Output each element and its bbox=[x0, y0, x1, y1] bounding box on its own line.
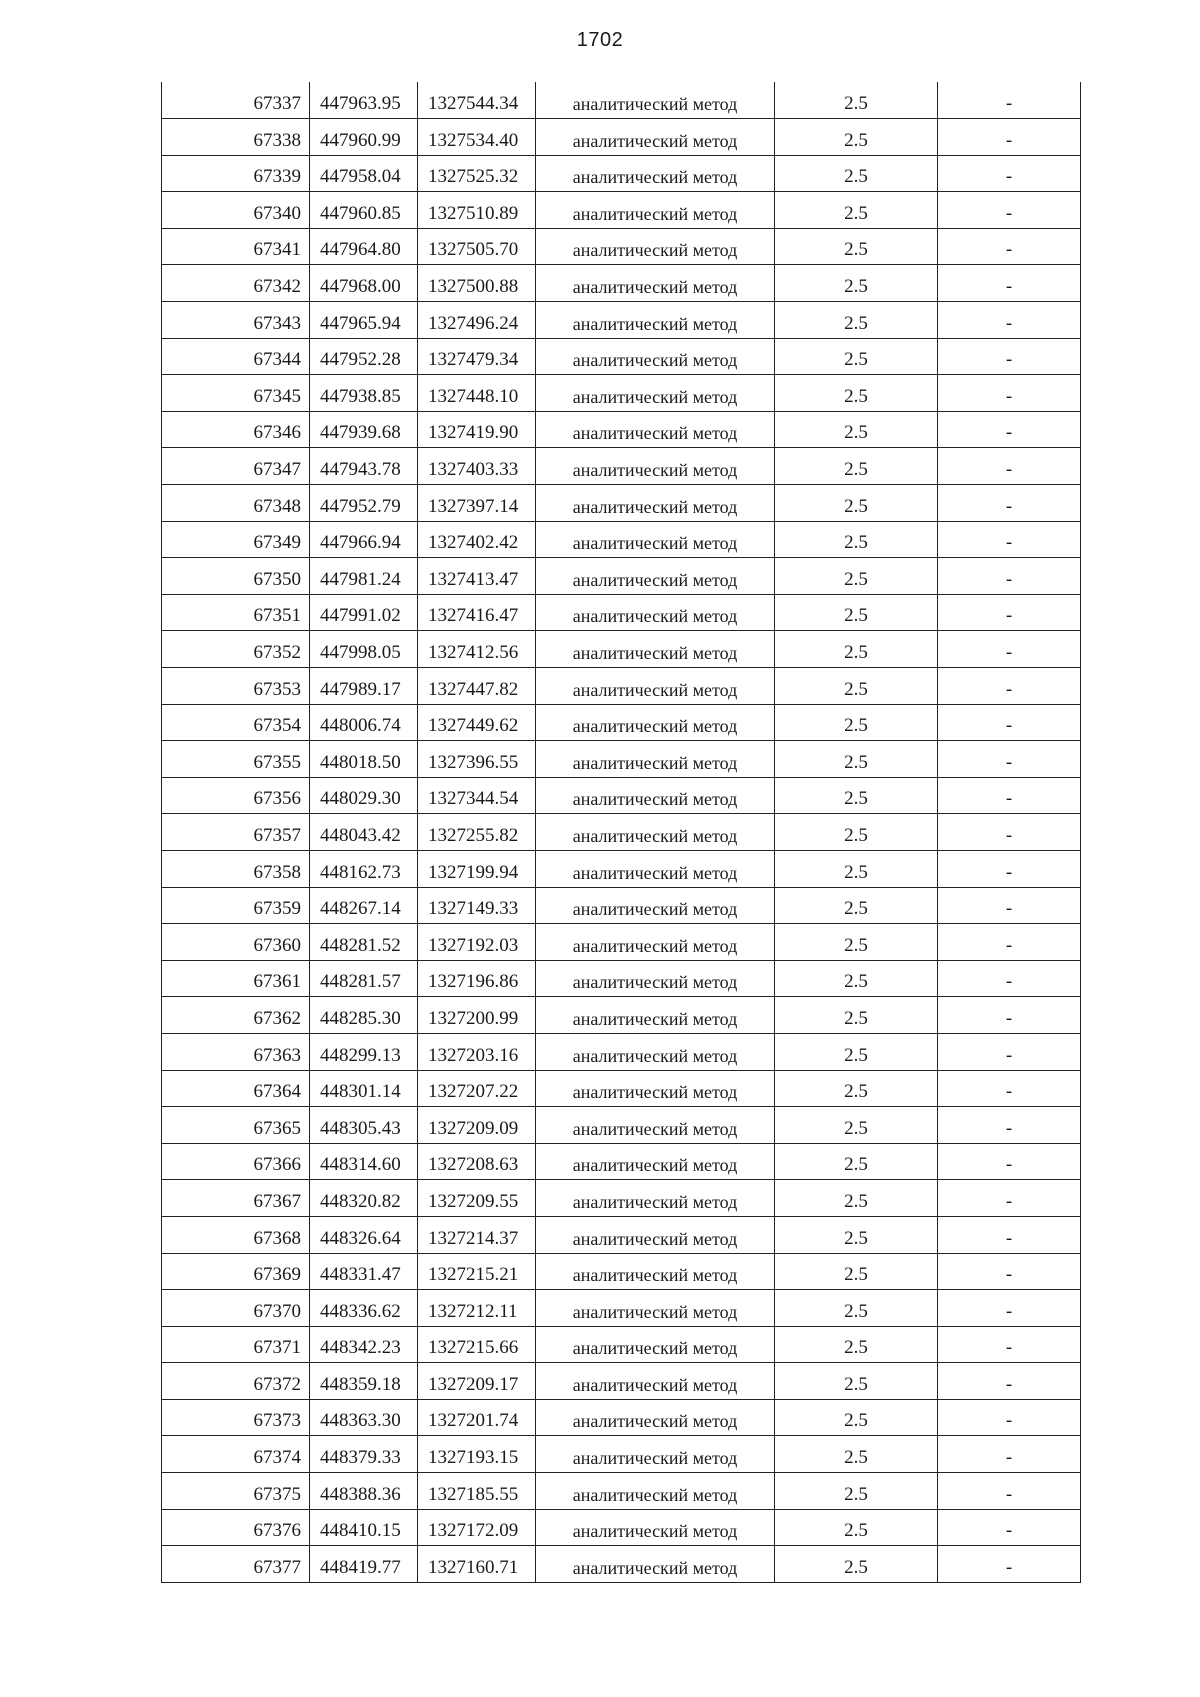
x-coordinate-cell: 448379.33 bbox=[310, 1436, 418, 1473]
y-coordinate-cell: 1327185.55 bbox=[418, 1473, 536, 1510]
x-coordinate-cell: 448314.60 bbox=[310, 1143, 418, 1180]
table-row bbox=[162, 1180, 1081, 1217]
method-cell: аналитический метод bbox=[536, 814, 775, 851]
method-cell: аналитический метод bbox=[536, 850, 775, 887]
note-cell: - bbox=[938, 338, 1081, 375]
accuracy-cell: 2.5 bbox=[775, 960, 938, 997]
note-cell: - bbox=[938, 558, 1081, 595]
note-cell: - bbox=[938, 1326, 1081, 1363]
method-cell: аналитический метод bbox=[536, 594, 775, 631]
x-coordinate-cell: 448331.47 bbox=[310, 1253, 418, 1290]
table-row bbox=[162, 1216, 1081, 1253]
method-cell: аналитический метод bbox=[536, 1070, 775, 1107]
method-cell: аналитический метод bbox=[536, 997, 775, 1034]
point-number-cell: 67364 bbox=[162, 1070, 310, 1107]
point-number-cell: 67374 bbox=[162, 1436, 310, 1473]
point-number-cell: 67368 bbox=[162, 1216, 310, 1253]
table-row bbox=[162, 924, 1081, 961]
table-row bbox=[162, 411, 1081, 448]
method-cell: аналитический метод bbox=[536, 960, 775, 997]
x-coordinate-cell: 448267.14 bbox=[310, 887, 418, 924]
point-number-cell: 67376 bbox=[162, 1509, 310, 1546]
point-number-cell: 67354 bbox=[162, 704, 310, 741]
method-cell: аналитический метод bbox=[536, 192, 775, 229]
y-coordinate-cell: 1327172.09 bbox=[418, 1509, 536, 1546]
table-row bbox=[162, 1326, 1081, 1363]
y-coordinate-cell: 1327525.32 bbox=[418, 155, 536, 192]
point-number-cell: 67337 bbox=[162, 82, 310, 119]
method-cell: аналитический метод bbox=[536, 228, 775, 265]
accuracy-cell: 2.5 bbox=[775, 1070, 938, 1107]
coordinates-table-wrapper bbox=[161, 82, 1080, 1583]
method-cell: аналитический метод bbox=[536, 82, 775, 119]
coordinates-table bbox=[161, 82, 1081, 1583]
method-cell: аналитический метод bbox=[536, 155, 775, 192]
note-cell: - bbox=[938, 960, 1081, 997]
y-coordinate-cell: 1327403.33 bbox=[418, 448, 536, 485]
method-cell: аналитический метод bbox=[536, 924, 775, 961]
x-coordinate-cell: 448029.30 bbox=[310, 777, 418, 814]
method-cell: аналитический метод bbox=[536, 338, 775, 375]
accuracy-cell: 2.5 bbox=[775, 1473, 938, 1510]
y-coordinate-cell: 1327413.47 bbox=[418, 558, 536, 595]
point-number-cell: 67352 bbox=[162, 631, 310, 668]
accuracy-cell: 2.5 bbox=[775, 485, 938, 522]
point-number-cell: 67366 bbox=[162, 1143, 310, 1180]
y-coordinate-cell: 1327214.37 bbox=[418, 1216, 536, 1253]
note-cell: - bbox=[938, 521, 1081, 558]
x-coordinate-cell: 448018.50 bbox=[310, 741, 418, 778]
accuracy-cell: 2.5 bbox=[775, 265, 938, 302]
method-cell: аналитический метод bbox=[536, 1436, 775, 1473]
table-row bbox=[162, 777, 1081, 814]
y-coordinate-cell: 1327416.47 bbox=[418, 594, 536, 631]
y-coordinate-cell: 1327160.71 bbox=[418, 1546, 536, 1583]
accuracy-cell: 2.5 bbox=[775, 558, 938, 595]
point-number-cell: 67344 bbox=[162, 338, 310, 375]
point-number-cell: 67341 bbox=[162, 228, 310, 265]
x-coordinate-cell: 447964.80 bbox=[310, 228, 418, 265]
accuracy-cell: 2.5 bbox=[775, 631, 938, 668]
accuracy-cell: 2.5 bbox=[775, 521, 938, 558]
table-row bbox=[162, 1509, 1081, 1546]
note-cell: - bbox=[938, 375, 1081, 412]
method-cell: аналитический метод bbox=[536, 1216, 775, 1253]
accuracy-cell: 2.5 bbox=[775, 1399, 938, 1436]
note-cell: - bbox=[938, 1509, 1081, 1546]
point-number-cell: 67342 bbox=[162, 265, 310, 302]
y-coordinate-cell: 1327449.62 bbox=[418, 704, 536, 741]
point-number-cell: 67358 bbox=[162, 850, 310, 887]
point-number-cell: 67353 bbox=[162, 668, 310, 705]
note-cell: - bbox=[938, 485, 1081, 522]
table-row bbox=[162, 1363, 1081, 1400]
point-number-cell: 67339 bbox=[162, 155, 310, 192]
note-cell: - bbox=[938, 1436, 1081, 1473]
method-cell: аналитический метод bbox=[536, 1180, 775, 1217]
y-coordinate-cell: 1327396.55 bbox=[418, 741, 536, 778]
x-coordinate-cell: 447965.94 bbox=[310, 302, 418, 339]
point-number-cell: 67365 bbox=[162, 1107, 310, 1144]
note-cell: - bbox=[938, 1363, 1081, 1400]
accuracy-cell: 2.5 bbox=[775, 741, 938, 778]
y-coordinate-cell: 1327200.99 bbox=[418, 997, 536, 1034]
accuracy-cell: 2.5 bbox=[775, 1363, 938, 1400]
note-cell: - bbox=[938, 1070, 1081, 1107]
x-coordinate-cell: 448363.30 bbox=[310, 1399, 418, 1436]
y-coordinate-cell: 1327412.56 bbox=[418, 631, 536, 668]
note-cell: - bbox=[938, 668, 1081, 705]
note-cell: - bbox=[938, 1107, 1081, 1144]
method-cell: аналитический метод bbox=[536, 1253, 775, 1290]
method-cell: аналитический метод bbox=[536, 119, 775, 156]
note-cell: - bbox=[938, 302, 1081, 339]
x-coordinate-cell: 448299.13 bbox=[310, 1033, 418, 1070]
note-cell: - bbox=[938, 631, 1081, 668]
table-row bbox=[162, 631, 1081, 668]
point-number-cell: 67359 bbox=[162, 887, 310, 924]
x-coordinate-cell: 448043.42 bbox=[310, 814, 418, 851]
y-coordinate-cell: 1327448.10 bbox=[418, 375, 536, 412]
point-number-cell: 67373 bbox=[162, 1399, 310, 1436]
x-coordinate-cell: 447981.24 bbox=[310, 558, 418, 595]
x-coordinate-cell: 448006.74 bbox=[310, 704, 418, 741]
table-row bbox=[162, 887, 1081, 924]
x-coordinate-cell: 448285.30 bbox=[310, 997, 418, 1034]
method-cell: аналитический метод bbox=[536, 375, 775, 412]
accuracy-cell: 2.5 bbox=[775, 302, 938, 339]
note-cell: - bbox=[938, 119, 1081, 156]
x-coordinate-cell: 448162.73 bbox=[310, 850, 418, 887]
method-cell: аналитический метод bbox=[536, 521, 775, 558]
table-row bbox=[162, 155, 1081, 192]
method-cell: аналитический метод bbox=[536, 887, 775, 924]
method-cell: аналитический метод bbox=[536, 777, 775, 814]
table-row bbox=[162, 668, 1081, 705]
table-row bbox=[162, 1546, 1081, 1583]
accuracy-cell: 2.5 bbox=[775, 1509, 938, 1546]
point-number-cell: 67363 bbox=[162, 1033, 310, 1070]
accuracy-cell: 2.5 bbox=[775, 338, 938, 375]
point-number-cell: 67338 bbox=[162, 119, 310, 156]
x-coordinate-cell: 448326.64 bbox=[310, 1216, 418, 1253]
accuracy-cell: 2.5 bbox=[775, 1253, 938, 1290]
table-row bbox=[162, 594, 1081, 631]
note-cell: - bbox=[938, 155, 1081, 192]
table-row bbox=[162, 558, 1081, 595]
table-row bbox=[162, 375, 1081, 412]
note-cell: - bbox=[938, 1399, 1081, 1436]
x-coordinate-cell: 447960.99 bbox=[310, 119, 418, 156]
note-cell: - bbox=[938, 814, 1081, 851]
point-number-cell: 67356 bbox=[162, 777, 310, 814]
method-cell: аналитический метод bbox=[536, 1363, 775, 1400]
table-row bbox=[162, 448, 1081, 485]
table-row bbox=[162, 1107, 1081, 1144]
note-cell: - bbox=[938, 1033, 1081, 1070]
note-cell: - bbox=[938, 228, 1081, 265]
accuracy-cell: 2.5 bbox=[775, 192, 938, 229]
note-cell: - bbox=[938, 1253, 1081, 1290]
point-number-cell: 67375 bbox=[162, 1473, 310, 1510]
point-number-cell: 67348 bbox=[162, 485, 310, 522]
method-cell: аналитический метод bbox=[536, 485, 775, 522]
method-cell: аналитический метод bbox=[536, 668, 775, 705]
x-coordinate-cell: 447943.78 bbox=[310, 448, 418, 485]
y-coordinate-cell: 1327199.94 bbox=[418, 850, 536, 887]
point-number-cell: 67347 bbox=[162, 448, 310, 485]
accuracy-cell: 2.5 bbox=[775, 1107, 938, 1144]
accuracy-cell: 2.5 bbox=[775, 1436, 938, 1473]
note-cell: - bbox=[938, 411, 1081, 448]
x-coordinate-cell: 448320.82 bbox=[310, 1180, 418, 1217]
table-row bbox=[162, 1253, 1081, 1290]
accuracy-cell: 2.5 bbox=[775, 228, 938, 265]
table-row bbox=[162, 82, 1081, 119]
x-coordinate-cell: 448301.14 bbox=[310, 1070, 418, 1107]
page-number: 1702 bbox=[576, 29, 624, 51]
x-coordinate-cell: 448342.23 bbox=[310, 1326, 418, 1363]
note-cell: - bbox=[938, 1180, 1081, 1217]
x-coordinate-cell: 447991.02 bbox=[310, 594, 418, 631]
y-coordinate-cell: 1327192.03 bbox=[418, 924, 536, 961]
table-row bbox=[162, 485, 1081, 522]
y-coordinate-cell: 1327149.33 bbox=[418, 887, 536, 924]
note-cell: - bbox=[938, 777, 1081, 814]
table-row bbox=[162, 338, 1081, 375]
coordinates-table-body bbox=[162, 82, 1081, 1582]
x-coordinate-cell: 447966.94 bbox=[310, 521, 418, 558]
y-coordinate-cell: 1327500.88 bbox=[418, 265, 536, 302]
y-coordinate-cell: 1327209.09 bbox=[418, 1107, 536, 1144]
accuracy-cell: 2.5 bbox=[775, 704, 938, 741]
note-cell: - bbox=[938, 850, 1081, 887]
accuracy-cell: 2.5 bbox=[775, 594, 938, 631]
note-cell: - bbox=[938, 924, 1081, 961]
point-number-cell: 67346 bbox=[162, 411, 310, 448]
method-cell: аналитический метод bbox=[536, 704, 775, 741]
method-cell: аналитический метод bbox=[536, 1033, 775, 1070]
y-coordinate-cell: 1327496.24 bbox=[418, 302, 536, 339]
x-coordinate-cell: 447960.85 bbox=[310, 192, 418, 229]
table-row bbox=[162, 1399, 1081, 1436]
method-cell: аналитический метод bbox=[536, 631, 775, 668]
table-row bbox=[162, 302, 1081, 339]
table-row bbox=[162, 119, 1081, 156]
x-coordinate-cell: 448336.62 bbox=[310, 1290, 418, 1327]
accuracy-cell: 2.5 bbox=[775, 668, 938, 705]
point-number-cell: 67360 bbox=[162, 924, 310, 961]
accuracy-cell: 2.5 bbox=[775, 1033, 938, 1070]
x-coordinate-cell: 447938.85 bbox=[310, 375, 418, 412]
y-coordinate-cell: 1327209.55 bbox=[418, 1180, 536, 1217]
accuracy-cell: 2.5 bbox=[775, 814, 938, 851]
note-cell: - bbox=[938, 82, 1081, 119]
note-cell: - bbox=[938, 594, 1081, 631]
point-number-cell: 67371 bbox=[162, 1326, 310, 1363]
y-coordinate-cell: 1327201.74 bbox=[418, 1399, 536, 1436]
y-coordinate-cell: 1327209.17 bbox=[418, 1363, 536, 1400]
method-cell: аналитический метод bbox=[536, 1107, 775, 1144]
x-coordinate-cell: 448410.15 bbox=[310, 1509, 418, 1546]
x-coordinate-cell: 448359.18 bbox=[310, 1363, 418, 1400]
table-row bbox=[162, 960, 1081, 997]
x-coordinate-cell: 447952.28 bbox=[310, 338, 418, 375]
method-cell: аналитический метод bbox=[536, 741, 775, 778]
method-cell: аналитический метод bbox=[536, 1143, 775, 1180]
y-coordinate-cell: 1327193.15 bbox=[418, 1436, 536, 1473]
note-cell: - bbox=[938, 1546, 1081, 1583]
table-row bbox=[162, 997, 1081, 1034]
method-cell: аналитический метод bbox=[536, 558, 775, 595]
method-cell: аналитический метод bbox=[536, 448, 775, 485]
table-row bbox=[162, 704, 1081, 741]
table-row bbox=[162, 1033, 1081, 1070]
note-cell: - bbox=[938, 448, 1081, 485]
point-number-cell: 67372 bbox=[162, 1363, 310, 1400]
table-row bbox=[162, 814, 1081, 851]
x-coordinate-cell: 448281.52 bbox=[310, 924, 418, 961]
accuracy-cell: 2.5 bbox=[775, 997, 938, 1034]
y-coordinate-cell: 1327397.14 bbox=[418, 485, 536, 522]
method-cell: аналитический метод bbox=[536, 302, 775, 339]
point-number-cell: 67349 bbox=[162, 521, 310, 558]
y-coordinate-cell: 1327447.82 bbox=[418, 668, 536, 705]
method-cell: аналитический метод bbox=[536, 1290, 775, 1327]
y-coordinate-cell: 1327419.90 bbox=[418, 411, 536, 448]
point-number-cell: 67369 bbox=[162, 1253, 310, 1290]
x-coordinate-cell: 447989.17 bbox=[310, 668, 418, 705]
point-number-cell: 67345 bbox=[162, 375, 310, 412]
y-coordinate-cell: 1327212.11 bbox=[418, 1290, 536, 1327]
note-cell: - bbox=[938, 704, 1081, 741]
method-cell: аналитический метод bbox=[536, 411, 775, 448]
point-number-cell: 67370 bbox=[162, 1290, 310, 1327]
note-cell: - bbox=[938, 1143, 1081, 1180]
point-number-cell: 67367 bbox=[162, 1180, 310, 1217]
method-cell: аналитический метод bbox=[536, 1509, 775, 1546]
table-row bbox=[162, 192, 1081, 229]
x-coordinate-cell: 448281.57 bbox=[310, 960, 418, 997]
table-row bbox=[162, 228, 1081, 265]
y-coordinate-cell: 1327208.63 bbox=[418, 1143, 536, 1180]
y-coordinate-cell: 1327534.40 bbox=[418, 119, 536, 156]
y-coordinate-cell: 1327255.82 bbox=[418, 814, 536, 851]
point-number-cell: 67340 bbox=[162, 192, 310, 229]
x-coordinate-cell: 447952.79 bbox=[310, 485, 418, 522]
point-number-cell: 67343 bbox=[162, 302, 310, 339]
note-cell: - bbox=[938, 741, 1081, 778]
point-number-cell: 67357 bbox=[162, 814, 310, 851]
accuracy-cell: 2.5 bbox=[775, 1326, 938, 1363]
y-coordinate-cell: 1327215.21 bbox=[418, 1253, 536, 1290]
x-coordinate-cell: 447963.95 bbox=[310, 82, 418, 119]
method-cell: аналитический метод bbox=[536, 1546, 775, 1583]
note-cell: - bbox=[938, 265, 1081, 302]
table-row bbox=[162, 741, 1081, 778]
y-coordinate-cell: 1327215.66 bbox=[418, 1326, 536, 1363]
accuracy-cell: 2.5 bbox=[775, 1180, 938, 1217]
y-coordinate-cell: 1327344.54 bbox=[418, 777, 536, 814]
accuracy-cell: 2.5 bbox=[775, 1546, 938, 1583]
accuracy-cell: 2.5 bbox=[775, 375, 938, 412]
accuracy-cell: 2.5 bbox=[775, 82, 938, 119]
note-cell: - bbox=[938, 1216, 1081, 1253]
note-cell: - bbox=[938, 1473, 1081, 1510]
y-coordinate-cell: 1327510.89 bbox=[418, 192, 536, 229]
method-cell: аналитический метод bbox=[536, 1326, 775, 1363]
method-cell: аналитический метод bbox=[536, 265, 775, 302]
accuracy-cell: 2.5 bbox=[775, 155, 938, 192]
accuracy-cell: 2.5 bbox=[775, 1216, 938, 1253]
accuracy-cell: 2.5 bbox=[775, 777, 938, 814]
table-row bbox=[162, 265, 1081, 302]
table-row bbox=[162, 521, 1081, 558]
y-coordinate-cell: 1327207.22 bbox=[418, 1070, 536, 1107]
method-cell: аналитический метод bbox=[536, 1399, 775, 1436]
note-cell: - bbox=[938, 192, 1081, 229]
method-cell: аналитический метод bbox=[536, 1473, 775, 1510]
y-coordinate-cell: 1327196.86 bbox=[418, 960, 536, 997]
y-coordinate-cell: 1327505.70 bbox=[418, 228, 536, 265]
accuracy-cell: 2.5 bbox=[775, 1290, 938, 1327]
x-coordinate-cell: 448305.43 bbox=[310, 1107, 418, 1144]
x-coordinate-cell: 448419.77 bbox=[310, 1546, 418, 1583]
table-row bbox=[162, 1070, 1081, 1107]
accuracy-cell: 2.5 bbox=[775, 850, 938, 887]
note-cell: - bbox=[938, 997, 1081, 1034]
table-row bbox=[162, 1290, 1081, 1327]
accuracy-cell: 2.5 bbox=[775, 119, 938, 156]
x-coordinate-cell: 447998.05 bbox=[310, 631, 418, 668]
point-number-cell: 67350 bbox=[162, 558, 310, 595]
accuracy-cell: 2.5 bbox=[775, 887, 938, 924]
y-coordinate-cell: 1327544.34 bbox=[418, 82, 536, 119]
point-number-cell: 67362 bbox=[162, 997, 310, 1034]
note-cell: - bbox=[938, 887, 1081, 924]
y-coordinate-cell: 1327402.42 bbox=[418, 521, 536, 558]
note-cell: - bbox=[938, 1290, 1081, 1327]
x-coordinate-cell: 447968.00 bbox=[310, 265, 418, 302]
accuracy-cell: 2.5 bbox=[775, 411, 938, 448]
point-number-cell: 67355 bbox=[162, 741, 310, 778]
accuracy-cell: 2.5 bbox=[775, 448, 938, 485]
y-coordinate-cell: 1327203.16 bbox=[418, 1033, 536, 1070]
x-coordinate-cell: 447939.68 bbox=[310, 411, 418, 448]
table-row bbox=[162, 1436, 1081, 1473]
table-row bbox=[162, 1143, 1081, 1180]
x-coordinate-cell: 448388.36 bbox=[310, 1473, 418, 1510]
point-number-cell: 67377 bbox=[162, 1546, 310, 1583]
point-number-cell: 67351 bbox=[162, 594, 310, 631]
x-coordinate-cell: 447958.04 bbox=[310, 155, 418, 192]
table-row bbox=[162, 1473, 1081, 1510]
accuracy-cell: 2.5 bbox=[775, 1143, 938, 1180]
accuracy-cell: 2.5 bbox=[775, 924, 938, 961]
point-number-cell: 67361 bbox=[162, 960, 310, 997]
table-row bbox=[162, 850, 1081, 887]
y-coordinate-cell: 1327479.34 bbox=[418, 338, 536, 375]
